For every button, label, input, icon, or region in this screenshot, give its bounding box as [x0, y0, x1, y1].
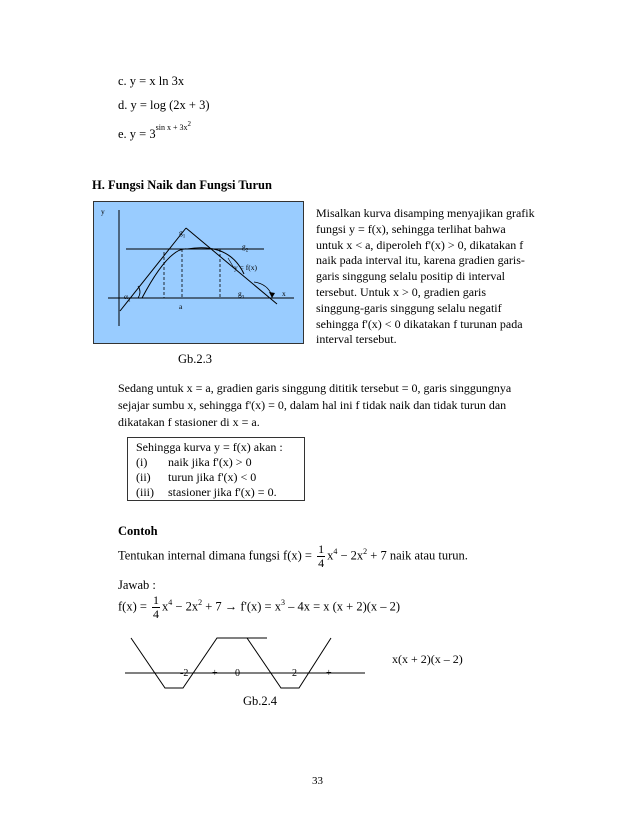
x-axis-label: x: [282, 289, 286, 298]
answer-equation: f(x) = $\frac{1}{4}$ $x^4 - 2x^2 + 7 \to f'(x) = x^3 - 4x = x$ (x + 2)(x – 2): [118, 593, 401, 621]
y-axis-label: y: [101, 207, 105, 216]
a-label: a: [179, 302, 183, 311]
figure-description: Misalkan kurva disamping menyajikan grafik fungsi y = f(x), sehingga terlihat bahwa untuk x < a, diperoleh f'(x) > 0, dikatakan f naik pada interval itu, karena gradien garis- garis singgung selalu positip di interval tersebut. Untuk x > 0, gradien garis singgung-garis singgung selalu negatif sehingga f'(x) < 0 dikatakan f turunan pada interval tersebut.: [316, 206, 535, 347]
g1-label: $g_1$: [179, 228, 186, 240]
alpha-label: $\alpha_1$: [124, 292, 131, 304]
g2-label: $g_2$: [242, 242, 249, 254]
conclusion-item: (ii) turun jika f'(x) < 0: [136, 470, 257, 484]
conclusion-box: [127, 437, 305, 501]
section-title: H. Fungsi Naik dan Fungsi Turun: [92, 178, 272, 192]
figure-curve: [93, 201, 304, 344]
sign-label: +: [212, 668, 218, 679]
conclusion-title: Sehingga kurva y = f(x) akan :: [136, 440, 283, 454]
list-item-d: d. y = log (2x + 3): [118, 98, 210, 112]
sign-label: -2: [180, 668, 189, 679]
figure-caption-2-4: Gb.2.4: [243, 694, 278, 708]
conclusion-item: (i) naik jika f'(x) > 0: [136, 455, 252, 469]
page-number: 33: [312, 775, 323, 787]
sign-label: −: [154, 668, 160, 679]
answer-label: Jawab :: [118, 578, 156, 592]
example-question: Tentukan internal dimana fungsi f(x) = $\frac{1}{4}$ $x^4 - 2x^2 + 7$ naik atau turun.: [118, 542, 468, 570]
fraction: $\frac{1}{4}$: [318, 542, 325, 570]
figure-caption-2-3: Gb.2.3: [178, 352, 213, 366]
list-item-c: c. y = x ln 3x: [118, 74, 185, 88]
conclusion-item: (iii) stasioner jika f'(x) = 0.: [136, 485, 277, 499]
g3-label: $g_3$: [238, 289, 245, 301]
sign-label: −: [260, 668, 266, 679]
paragraph-stationary: Sedang untuk x = a, gradien garis singgung dititik tersebut = 0, garis singgungnya sejajar sumbu x, sehingga f'(x) = 0, dalam hal ini f tidak naik dan tidak turun dan dikatakan f stasioner di x = a.: [118, 381, 512, 429]
example-title: Contoh: [118, 524, 158, 538]
factor-label: x(x + 2)(x – 2): [392, 652, 463, 666]
sign-chart-overlay: [125, 630, 365, 690]
sign-label: 2: [292, 668, 297, 679]
exponent: sin x + 3x2: [155, 120, 191, 132]
sign-label: 0: [235, 668, 240, 679]
fraction: $\frac{1}{4}$: [153, 593, 160, 621]
sign-label: +: [326, 668, 332, 679]
curve-diagram: [94, 202, 303, 343]
fx-label: y = f(x): [234, 263, 257, 272]
list-item-e: e. $y = 3^{sin x + 3x2}$: [118, 120, 191, 141]
